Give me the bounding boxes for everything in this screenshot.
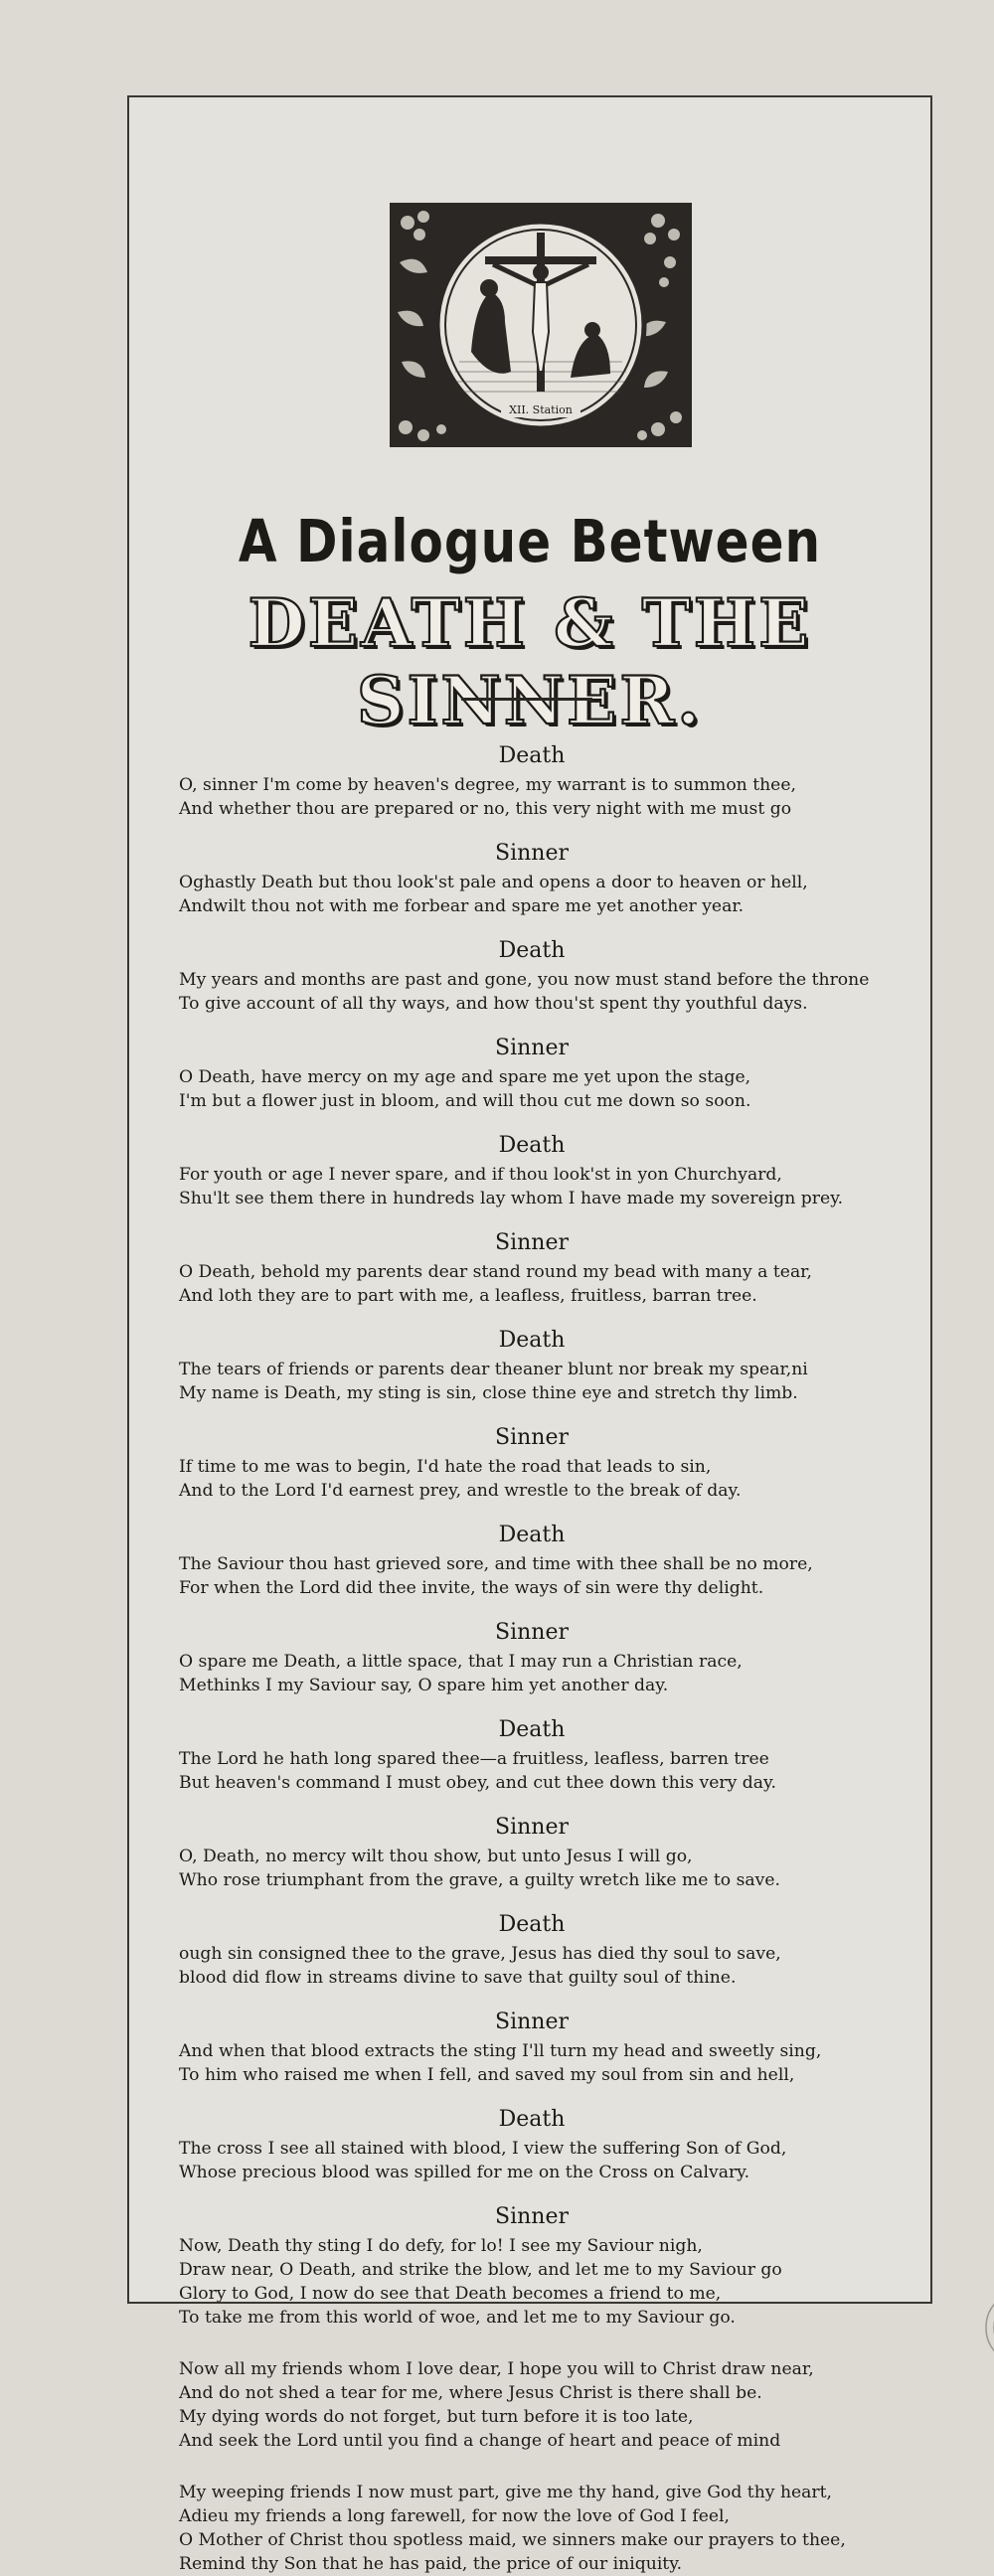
verse-line: And to the Lord I'd earnest prey, and wrestle to the break of day. [179,1481,742,1501]
verse-line: For when the Lord did thee invite, the ways of sin were thy delight. [179,1578,764,1598]
verse-line: Methinks I my Saviour say, O spare him yet another day. [179,1676,669,1695]
speaker-label: Death [498,1133,566,1158]
speaker-label: Sinner [495,2010,569,2034]
verse-line: ough sin consigned thee to the grave, Jesus has died thy soul to save, [179,1944,781,1964]
speaker-label: Death [498,938,566,963]
speaker-label: Death [498,743,566,768]
speaker-label: Sinner [495,1036,569,1060]
closing-verse-line: And do not shed a tear for me, where Jesus Christ is there shall be. [179,2383,762,2403]
broadside-sheet [127,95,932,2574]
verse-line: To take me from this world of woe, and let me to my Saviour go. [179,2308,736,2328]
verse-gap [179,2330,885,2357]
verse-line: The Saviour thou hast grieved sore, and time with thee shall be no more, [179,1554,813,1574]
closing-verse-line: O Mother of Christ thou spotless maid, we sinners make our prayers to thee, [179,2530,846,2550]
crucifixion-woodcut-icon [390,203,692,447]
speaker-label: Death [498,1912,566,1937]
verse-line: Oghastly Death but thou look'st pale and opens a door to heaven or hell, [179,873,808,892]
verse-line: blood did flow in streams divine to save that guilty soul of thine. [179,1968,737,1988]
verse-line: Whose precious blood was spilled for me on the Cross on Calvary. [179,2163,750,2182]
verse-line: The tears of friends or parents dear theaner blunt nor break my spear,ni [179,1360,808,1379]
verse-line: To give account of all thy ways, and how thou'st spent thy youthful days. [179,994,808,1014]
verse-line: And loth they are to part with me, a leafless, fruitless, barran tree. [179,1286,757,1306]
library-stamp-icon [982,2276,994,2365]
closing-verse-line: My weeping friends I now must part, give me thy hand, give God thy heart, [179,2483,833,2502]
verse-line: O, sinner I'm come by heaven's degree, my warrant is to summon thee, [179,775,796,795]
verse-line: Glory to God, I now do see that Death becomes a friend to me, [179,2284,722,2304]
verse-line: For youth or age I never spare, and if thou look'st in yon Churchyard, [179,1165,782,1185]
verse-line: And when that blood extracts the sting I'll turn my head and sweetly sing, [179,2041,822,2061]
verse-line: Who rose triumphant from the grave, a guilty wretch like me to save. [179,1870,781,1890]
speaker-label: Sinner [495,1815,569,1840]
closing-verse-line: Now all my friends whom I love dear, I hope you will to Christ draw near, [179,2359,814,2379]
closing-verse-line: Adieu my friends a long farewell, for now the love of God I feel, [179,2506,730,2526]
verse-line: Draw near, O Death, and strike the blow, and let me to my Saviour go [179,2260,782,2280]
verse-line: Now, Death thy sting I do defy, for lo! I see my Saviour nigh, [179,2236,703,2256]
verse-line: O spare me Death, a little space, that I may run a Christian race, [179,1652,743,1672]
verse-line: If time to me was to begin, I'd hate the road that leads to sin, [179,1457,712,1477]
verse-line: O Death, have mercy on my age and spare me yet upon the stage, [179,1067,751,1087]
closing-verse-line: My dying words do not forget, but turn before it is too late, [179,2407,694,2427]
closing-verse-line: Remind thy Son that he has paid, the price of our iniquity. [179,2554,683,2574]
verse-line: My name is Death, my sting is sin, close thine eye and stretch thy limb. [179,1383,798,1403]
speaker-label: Sinner [495,1620,569,1645]
verse-line: I'm but a flower just in bloom, and will thou cut me down so soon. [179,1091,751,1111]
woodcut-caption: XII. Station [509,403,573,416]
title-line-2: DEATH & THE SINNER. [248,584,812,739]
speaker-label: Death [498,1328,566,1353]
title-line-1: A Dialogue Between [238,507,822,576]
verse-gap [179,2453,885,2481]
speaker-label: Sinner [495,1425,569,1450]
title-divider [461,698,592,701]
verse-line: But heaven's command I must obey, and cut thee down this very day. [179,1773,776,1793]
verse-line: Andwilt thou not with me forbear and spare me yet another year. [179,896,745,916]
closing-verse-line: And seek the Lord until you find a change of heart and peace of mind [179,2431,781,2451]
speaker-label: Death [498,1523,566,1547]
speaker-label: Sinner [495,1230,569,1255]
verse-line: The cross I see all stained with blood, I view the suffering Son of God, [179,2139,787,2159]
speaker-label: Sinner [495,2204,569,2229]
verse-line: And whether thou are prepared or no, this very night with me must go [179,799,792,819]
verse-line: Shu'lt see them there in hundreds lay whom I have made my sovereign prey. [179,1189,844,1208]
poem-body [179,724,885,2576]
verse-line: O Death, behold my parents dear stand round my bead with many a tear, [179,1262,812,1282]
speaker-label: Death [498,2107,566,2132]
verse-line: My years and months are past and gone, you now must stand before the throne [179,970,870,990]
verse-line: To him who raised me when I fell, and saved my soul from sin and hell, [179,2065,795,2085]
verse-line: The Lord he hath long spared thee—a fruitless, leafless, barren tree [179,1749,769,1769]
verse-line: O, Death, no mercy wilt thou show, but unto Jesus I will go, [179,1847,693,1866]
speaker-label: Death [498,1717,566,1742]
speaker-label: Sinner [495,841,569,866]
